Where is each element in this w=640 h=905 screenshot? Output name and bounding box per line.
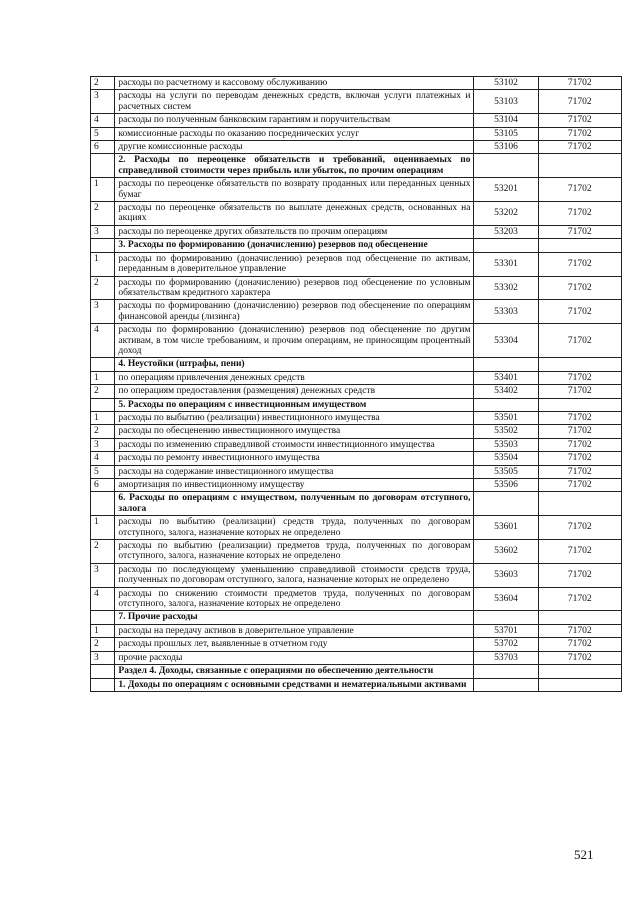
account-number-cell: 71702 bbox=[538, 90, 621, 114]
account-number-cell: 71702 bbox=[538, 225, 621, 238]
symbol-code-cell: 53502 bbox=[474, 425, 538, 438]
section-header-row bbox=[91, 665, 622, 678]
symbol-code-cell: 53105 bbox=[474, 127, 538, 140]
description-cell: 5. Расходы по операциям с инвестиционным имуществом bbox=[115, 398, 474, 411]
row-number-cell: 2 bbox=[91, 638, 115, 651]
row-number-cell: 2 bbox=[91, 385, 115, 398]
row-number-cell: 1 bbox=[91, 516, 115, 540]
row-number-cell bbox=[91, 678, 115, 691]
row-number-cell: 3 bbox=[91, 225, 115, 238]
symbol-code-cell: 53304 bbox=[474, 324, 538, 358]
account-number-cell bbox=[538, 492, 621, 516]
row-number-cell: 3 bbox=[91, 90, 115, 114]
table-row bbox=[91, 587, 622, 611]
table-row bbox=[91, 425, 622, 438]
description-cell: расходы прошлых лет, выявленные в отчетном году bbox=[115, 638, 474, 651]
symbol-code-cell: 53601 bbox=[474, 516, 538, 540]
row-number-cell: 3 bbox=[91, 651, 115, 664]
account-number-cell: 71702 bbox=[538, 252, 621, 276]
symbol-code-cell bbox=[474, 239, 538, 252]
row-number-cell bbox=[91, 398, 115, 411]
table-row bbox=[91, 540, 622, 564]
account-number-cell: 71702 bbox=[538, 540, 621, 564]
table-row bbox=[91, 324, 622, 358]
symbol-code-cell: 53301 bbox=[474, 252, 538, 276]
account-number-cell: 71702 bbox=[538, 371, 621, 384]
account-number-cell: 71702 bbox=[538, 276, 621, 300]
account-number-cell: 71702 bbox=[538, 516, 621, 540]
description-cell: расходы по переоценке других обязательств по прочим операциям bbox=[115, 225, 474, 238]
row-number-cell: 6 bbox=[91, 479, 115, 492]
description-cell: 7. Прочие расходы bbox=[115, 611, 474, 624]
account-number-cell: 71702 bbox=[538, 438, 621, 451]
row-number-cell: 2 bbox=[91, 540, 115, 564]
account-number-cell: 71702 bbox=[538, 127, 621, 140]
section-header-row bbox=[91, 492, 622, 516]
symbol-code-cell: 53303 bbox=[474, 300, 538, 324]
account-number-cell: 71702 bbox=[538, 425, 621, 438]
row-number-cell: 1 bbox=[91, 624, 115, 637]
description-cell: расходы по последующему уменьшению справедливой стоимости средств труда, полученных по договорам отступного, залога, назначение которых не определено bbox=[115, 563, 474, 587]
description-cell: 2. Расходы по переоценке обязательств и требований, оцениваемых по справедливой стоимости через прибыль или убыток, по прочим операциям bbox=[115, 154, 474, 178]
symbol-code-cell: 53703 bbox=[474, 651, 538, 664]
row-number-cell: 2 bbox=[91, 425, 115, 438]
account-number-cell: 71702 bbox=[538, 465, 621, 478]
section-header-row bbox=[91, 398, 622, 411]
description-cell: по операциям привлечения денежных средств bbox=[115, 371, 474, 384]
description-cell: амортизация по инвестиционному имуществу bbox=[115, 479, 474, 492]
row-number-cell: 3 bbox=[91, 438, 115, 451]
table-row bbox=[91, 371, 622, 384]
account-number-cell: 71702 bbox=[538, 563, 621, 587]
account-number-cell bbox=[538, 154, 621, 178]
table-row bbox=[91, 624, 622, 637]
row-number-cell: 3 bbox=[91, 300, 115, 324]
symbol-code-cell bbox=[474, 154, 538, 178]
table-row bbox=[91, 638, 622, 651]
account-number-cell: 71702 bbox=[538, 324, 621, 358]
table-row bbox=[91, 202, 622, 226]
description-cell: комиссионные расходы по оказанию посреднических услуг bbox=[115, 127, 474, 140]
row-number-cell: 5 bbox=[91, 127, 115, 140]
row-number-cell bbox=[91, 358, 115, 371]
account-number-cell: 71702 bbox=[538, 77, 621, 90]
description-cell: расходы по формированию (доначислению) резервов под обесценение по активам, переданным в доверительное управление bbox=[115, 252, 474, 276]
description-cell: расходы по полученным банковским гарантиям и поручительствам bbox=[115, 114, 474, 127]
description-cell: расходы на содержание инвестиционного имущества bbox=[115, 465, 474, 478]
section-header-row bbox=[91, 239, 622, 252]
row-number-cell: 1 bbox=[91, 371, 115, 384]
row-number-cell: 1 bbox=[91, 178, 115, 202]
table-row bbox=[91, 411, 622, 424]
symbol-code-cell: 53102 bbox=[474, 77, 538, 90]
table-row bbox=[91, 479, 622, 492]
row-number-cell bbox=[91, 154, 115, 178]
row-number-cell: 3 bbox=[91, 563, 115, 587]
symbol-code-cell bbox=[474, 398, 538, 411]
table-row bbox=[91, 300, 622, 324]
account-number-cell: 71702 bbox=[538, 624, 621, 637]
account-number-cell bbox=[538, 665, 621, 678]
symbol-code-cell bbox=[474, 611, 538, 624]
symbol-code-cell: 53602 bbox=[474, 540, 538, 564]
account-number-cell: 71702 bbox=[538, 202, 621, 226]
description-cell: расходы по снижению стоимости предметов труда, полученных по договорам отступного, залога, назначение которых не определено bbox=[115, 587, 474, 611]
symbol-code-cell: 53103 bbox=[474, 90, 538, 114]
description-cell: 1. Доходы по операциям с основными средствами и нематериальными активами bbox=[115, 678, 474, 691]
account-number-cell: 71702 bbox=[538, 587, 621, 611]
description-cell: расходы по обесценению инвестиционного имущества bbox=[115, 425, 474, 438]
description-cell: 6. Расходы по операциям с имуществом, полученным по договорам отступного, залога bbox=[115, 492, 474, 516]
description-cell: прочие расходы bbox=[115, 651, 474, 664]
symbol-code-cell: 53302 bbox=[474, 276, 538, 300]
description-cell: расходы по формированию (доначислению) резервов под обесценение по операциям финансовой аренды (лизинга) bbox=[115, 300, 474, 324]
account-number-cell: 71702 bbox=[538, 638, 621, 651]
ledger-table bbox=[90, 76, 622, 692]
symbol-code-cell: 53702 bbox=[474, 638, 538, 651]
description-cell: расходы на передачу активов в доверительное управление bbox=[115, 624, 474, 637]
symbol-code-cell: 53402 bbox=[474, 385, 538, 398]
row-number-cell bbox=[91, 239, 115, 252]
account-number-cell: 71702 bbox=[538, 651, 621, 664]
row-number-cell: 2 bbox=[91, 202, 115, 226]
section-header-row bbox=[91, 611, 622, 624]
table-row bbox=[91, 385, 622, 398]
symbol-code-cell bbox=[474, 358, 538, 371]
table-row bbox=[91, 114, 622, 127]
account-number-cell: 71702 bbox=[538, 114, 621, 127]
table-row bbox=[91, 252, 622, 276]
description-cell: расходы по формированию (доначислению) резервов под обесценение по другим активам, в том числе требованиям, и прочим операциям, не приносящим процентный доход bbox=[115, 324, 474, 358]
table-row bbox=[91, 141, 622, 154]
row-number-cell: 6 bbox=[91, 141, 115, 154]
account-number-cell bbox=[538, 358, 621, 371]
row-number-cell: 4 bbox=[91, 324, 115, 358]
row-number-cell bbox=[91, 611, 115, 624]
description-cell: по операциям предоставления (размещения) денежных средств bbox=[115, 385, 474, 398]
ledger-table-body bbox=[91, 77, 622, 692]
description-cell: другие комиссионные расходы bbox=[115, 141, 474, 154]
account-number-cell: 71702 bbox=[538, 300, 621, 324]
description-cell: расходы по переоценке обязательств по выплате денежных средств, основанных на акциях bbox=[115, 202, 474, 226]
section-header-row bbox=[91, 678, 622, 691]
symbol-code-cell bbox=[474, 492, 538, 516]
row-number-cell: 5 bbox=[91, 465, 115, 478]
description-cell: расходы на услуги по переводам денежных средств, включая услуги платежных и расчетных систем bbox=[115, 90, 474, 114]
account-number-cell: 71702 bbox=[538, 178, 621, 202]
account-number-cell: 71702 bbox=[538, 385, 621, 398]
table-row bbox=[91, 516, 622, 540]
row-number-cell bbox=[91, 665, 115, 678]
table-row bbox=[91, 651, 622, 664]
table-row bbox=[91, 178, 622, 202]
symbol-code-cell: 53201 bbox=[474, 178, 538, 202]
table-row bbox=[91, 438, 622, 451]
symbol-code-cell bbox=[474, 678, 538, 691]
symbol-code-cell: 53106 bbox=[474, 141, 538, 154]
symbol-code-cell: 53504 bbox=[474, 452, 538, 465]
row-number-cell: 1 bbox=[91, 411, 115, 424]
account-number-cell bbox=[538, 398, 621, 411]
row-number-cell bbox=[91, 492, 115, 516]
description-cell: расходы по формированию (доначислению) резервов под обесценение по условным обязательствам кредитного характера bbox=[115, 276, 474, 300]
symbol-code-cell: 53104 bbox=[474, 114, 538, 127]
table-row bbox=[91, 90, 622, 114]
row-number-cell: 4 bbox=[91, 452, 115, 465]
account-number-cell bbox=[538, 678, 621, 691]
table-row bbox=[91, 465, 622, 478]
row-number-cell: 1 bbox=[91, 252, 115, 276]
table-row bbox=[91, 225, 622, 238]
description-cell: расходы по изменению справедливой стоимости инвестиционного имущества bbox=[115, 438, 474, 451]
symbol-code-cell: 53603 bbox=[474, 563, 538, 587]
row-number-cell: 4 bbox=[91, 587, 115, 611]
symbol-code-cell bbox=[474, 665, 538, 678]
symbol-code-cell: 53501 bbox=[474, 411, 538, 424]
section-header-row bbox=[91, 358, 622, 371]
description-cell: 3. Расходы по формированию (доначислению) резервов под обесценение bbox=[115, 239, 474, 252]
symbol-code-cell: 53203 bbox=[474, 225, 538, 238]
row-number-cell: 2 bbox=[91, 77, 115, 90]
table-row bbox=[91, 563, 622, 587]
symbol-code-cell: 53506 bbox=[474, 479, 538, 492]
description-cell: Раздел 4. Доходы, связанные с операциями по обеспечению деятельности bbox=[115, 665, 474, 678]
description-cell: расходы по расчетному и кассовому обслуживанию bbox=[115, 77, 474, 90]
account-number-cell: 71702 bbox=[538, 452, 621, 465]
description-cell: расходы по выбытию (реализации) инвестиционного имущества bbox=[115, 411, 474, 424]
table-row bbox=[91, 276, 622, 300]
symbol-code-cell: 53503 bbox=[474, 438, 538, 451]
table-row bbox=[91, 77, 622, 90]
description-cell: 4. Неустойки (штрафы, пени) bbox=[115, 358, 474, 371]
row-number-cell: 2 bbox=[91, 276, 115, 300]
table-row bbox=[91, 452, 622, 465]
account-number-cell bbox=[538, 611, 621, 624]
row-number-cell: 4 bbox=[91, 114, 115, 127]
symbol-code-cell: 53202 bbox=[474, 202, 538, 226]
section-header-row bbox=[91, 154, 622, 178]
page-number: 521 bbox=[574, 847, 594, 862]
account-number-cell: 71702 bbox=[538, 479, 621, 492]
account-number-cell: 71702 bbox=[538, 141, 621, 154]
description-cell: расходы по переоценке обязательств по возврату проданных или переданных ценных бумаг bbox=[115, 178, 474, 202]
account-number-cell: 71702 bbox=[538, 411, 621, 424]
account-number-cell bbox=[538, 239, 621, 252]
table-row bbox=[91, 127, 622, 140]
description-cell: расходы по ремонту инвестиционного имущества bbox=[115, 452, 474, 465]
symbol-code-cell: 53701 bbox=[474, 624, 538, 637]
symbol-code-cell: 53604 bbox=[474, 587, 538, 611]
description-cell: расходы по выбытию (реализации) средств труда, полученных по договорам отступного, залога, назначение которых не определено bbox=[115, 516, 474, 540]
description-cell: расходы по выбытию (реализации) предметов труда, полученных по договорам отступного, залога, назначение которых не определено bbox=[115, 540, 474, 564]
symbol-code-cell: 53505 bbox=[474, 465, 538, 478]
symbol-code-cell: 53401 bbox=[474, 371, 538, 384]
